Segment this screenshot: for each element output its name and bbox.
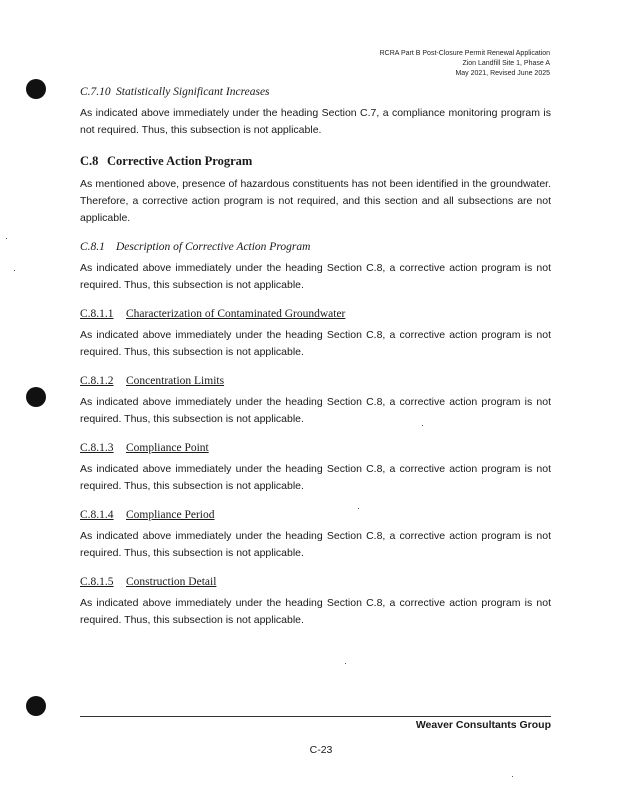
section-paragraph: As indicated above immediately under the heading Section C.8, a corrective action program is not required. Thus, this subsection is not applicable.	[80, 597, 551, 626]
section-heading	[80, 306, 551, 322]
section-title: Concentration Limits	[126, 375, 225, 387]
section-title: Compliance Point	[126, 442, 209, 454]
section-heading	[80, 153, 551, 169]
footer-divider	[80, 716, 551, 717]
document-body	[80, 84, 551, 629]
header-line: RCRA Part B Post-Closure Permit Renewal Application	[379, 50, 550, 57]
footer-company: Weaver Consultants Group	[415, 719, 551, 731]
section-number: C.8.1.2	[80, 375, 114, 387]
punch-hole	[26, 79, 46, 99]
page-number: C-23	[309, 744, 333, 756]
section-title: Characterization of Contaminated Groundwater	[126, 308, 346, 320]
scan-speck	[14, 270, 15, 271]
header-line: Zion Landfill Site 1, Phase A	[462, 60, 550, 67]
section-number: C.8.1.4	[80, 509, 114, 521]
section-paragraph: As indicated above immediately under the heading Section C.8, a corrective action program is not required. Thus, this subsection is not applicable.	[80, 396, 551, 425]
section-paragraph: As indicated above immediately under the heading Section C.8, a corrective action program is not required. Thus, this subsection is not applicable.	[80, 262, 551, 291]
section-heading	[80, 574, 551, 590]
section-title: Description of Corrective Action Program	[116, 241, 311, 253]
section-heading	[80, 507, 551, 523]
section-heading	[80, 440, 551, 456]
section-number: C.8	[80, 154, 99, 168]
section-heading	[80, 84, 551, 100]
section-paragraph: As indicated above immediately under the heading Section C.8, a corrective action program is not required. Thus, this subsection is not applicable.	[80, 329, 551, 358]
section-title: Construction Detail	[126, 576, 217, 588]
section-heading	[80, 373, 551, 389]
section-title: Statistically Significant Increases	[116, 86, 270, 98]
section-title: Compliance Period	[126, 509, 215, 521]
section-paragraph: As indicated above immediately under the heading Section C.7, a compliance monitoring program is not required. Thus, this subsection is not applicable.	[80, 107, 551, 136]
section-number: C.8.1.3	[80, 442, 114, 454]
section-number: C.7.10	[80, 86, 111, 98]
header-line: May 2021, Revised June 2025	[455, 70, 550, 77]
section-number: C.8.1.5	[80, 576, 114, 588]
section-paragraph: As mentioned above, presence of hazardous constituents has not been identified in the groundwater. Therefore, a corrective action program is not required, and this section and all subsections are not applicable.	[80, 178, 551, 224]
section-heading	[80, 239, 551, 255]
punch-hole	[26, 696, 46, 716]
section-title: Corrective Action Program	[107, 154, 253, 168]
section-number: C.8.1	[80, 241, 105, 253]
section-paragraph: As indicated above immediately under the heading Section C.8, a corrective action program is not required. Thus, this subsection is not applicable.	[80, 530, 551, 559]
punch-hole	[26, 387, 46, 407]
scan-speck	[345, 663, 346, 664]
scan-speck	[512, 776, 513, 777]
scan-speck	[6, 238, 7, 239]
section-paragraph: As indicated above immediately under the heading Section C.8, a corrective action program is not required. Thus, this subsection is not applicable.	[80, 463, 551, 492]
running-header	[380, 49, 550, 79]
section-number: C.8.1.1	[80, 308, 114, 320]
